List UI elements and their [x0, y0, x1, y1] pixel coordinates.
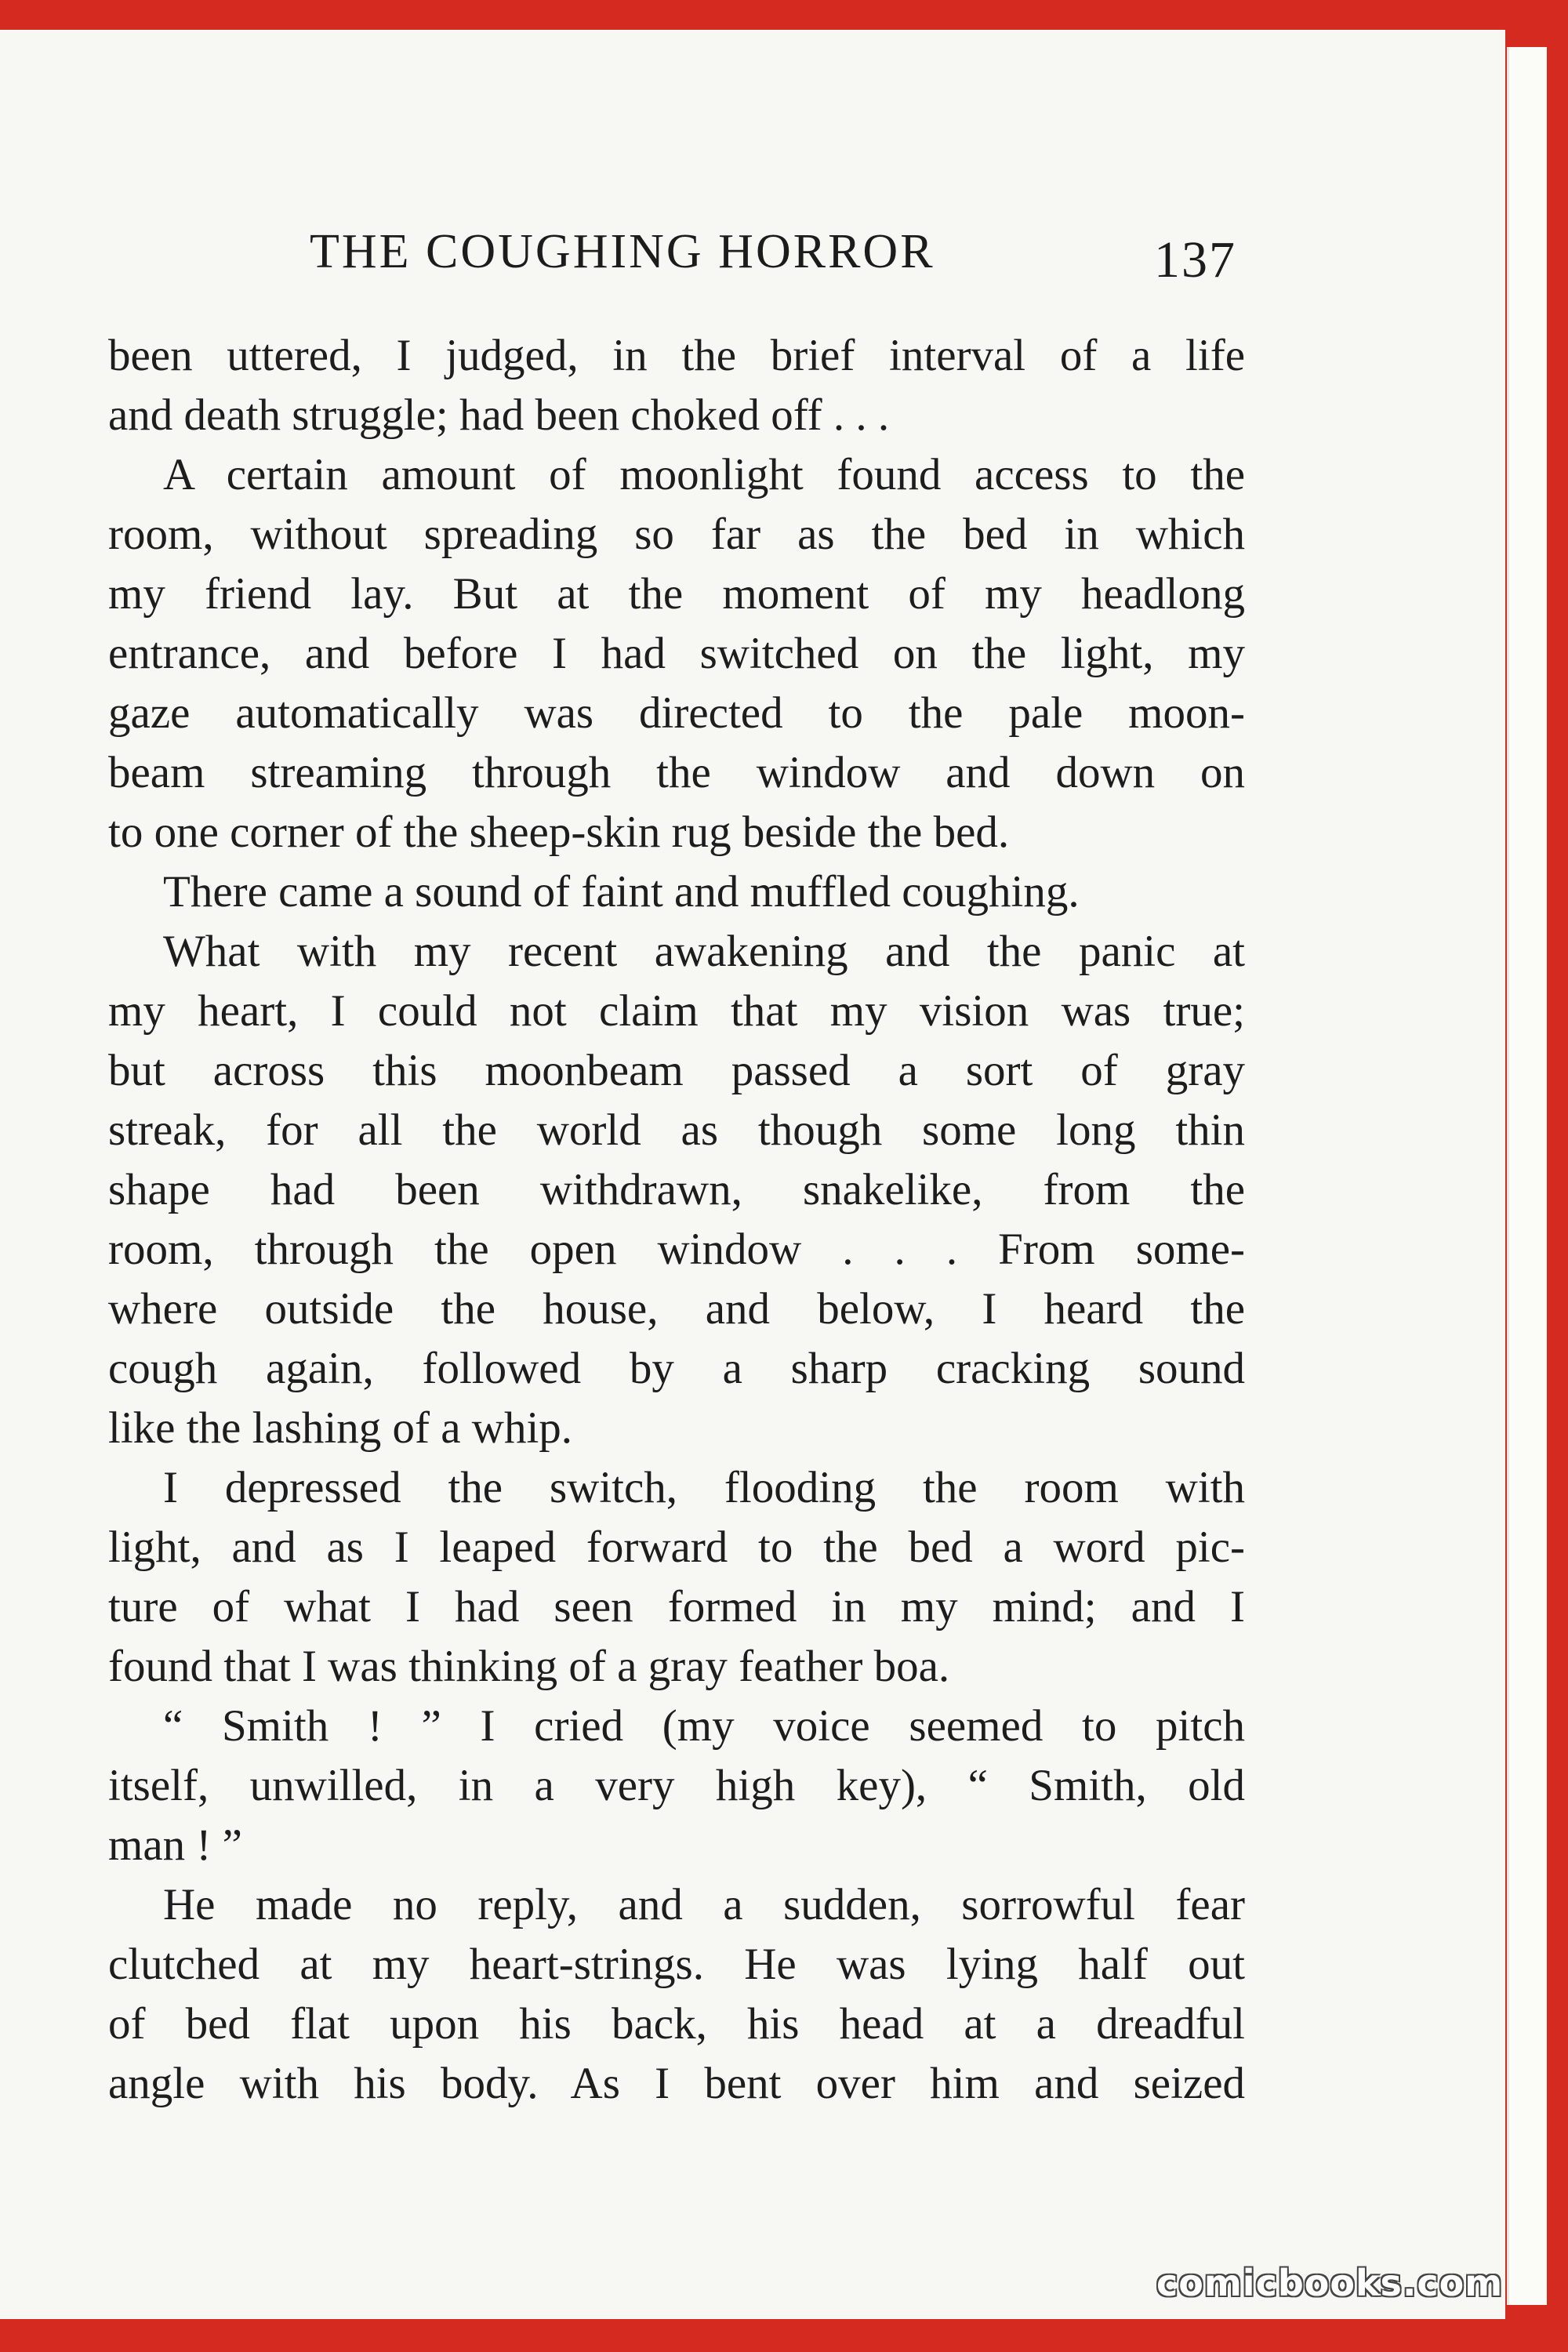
text-line: A certain amount of moonlight found access to the [163, 450, 1245, 499]
site-watermark: comicbooks.com [1156, 2262, 1504, 2304]
text-line: and death struggle; had been choked off . . . [108, 390, 890, 440]
text-line: like the lashing of a whip. [108, 1403, 573, 1453]
text-line: my heart, I could not claim that my vision was true; [108, 986, 1245, 1036]
text-line: room, without spreading so far as the bed in which [108, 510, 1245, 559]
text-line: entrance, and before I had switched on the light, my [108, 629, 1245, 678]
text-line: “ Smith ! ” I cried (my voice seemed to pitch [163, 1701, 1245, 1751]
text-line: He made no reply, and a sudden, sorrowful fear [163, 1880, 1245, 1929]
text-line: been uttered, I judged, in the brief interval of a life [108, 331, 1245, 380]
text-line: light, and as I leaped forward to the bed a word pic- [108, 1523, 1245, 1572]
text-line: itself, unwilled, in a very high key), “ Smith, old [108, 1761, 1245, 1810]
text-line: but across this moonbeam passed a sort of gray [108, 1046, 1245, 1095]
text-line: beam streaming through the window and down on [108, 748, 1245, 797]
text-line: I depressed the switch, flooding the room with [163, 1463, 1245, 1512]
text-line: of bed flat upon his back, his head at a dreadful [108, 1999, 1245, 2049]
text-line: angle with his body. As I bent over him and seized [108, 2059, 1245, 2108]
text-line: cough again, followed by a sharp cracking sound [108, 1344, 1245, 1393]
text-line: streak, for all the world as though some long thin [108, 1105, 1245, 1155]
text-line: my friend lay. But at the moment of my headlong [108, 569, 1245, 619]
text-line: There came a sound of faint and muffled coughing. [163, 867, 1080, 916]
text-line: to one corner of the sheep-skin rug beside the bed. [108, 808, 1010, 857]
text-line: What with my recent awakening and the panic at [163, 927, 1245, 976]
text-line: ture of what I had seen formed in my mind; and I [108, 1582, 1245, 1632]
text-line: clutched at my heart-strings. He was lying half out [108, 1940, 1245, 1989]
text-line: shape had been withdrawn, snakelike, from the [108, 1165, 1245, 1214]
text-line: found that I was thinking of a gray feather boa. [108, 1642, 950, 1691]
text-line: man ! ” [108, 1820, 242, 1870]
page-edge [1507, 47, 1547, 2305]
body-text [108, 326, 1245, 2114]
page-number: 137 [1154, 231, 1236, 289]
book-page [0, 30, 1505, 2319]
text-line: where outside the house, and below, I heard the [108, 1284, 1245, 1334]
running-title: THE COUGHING HORROR [310, 225, 935, 278]
text-line: room, through the open window . . . From some- [108, 1225, 1245, 1274]
text-line: gaze automatically was directed to the pale moon- [108, 688, 1245, 738]
